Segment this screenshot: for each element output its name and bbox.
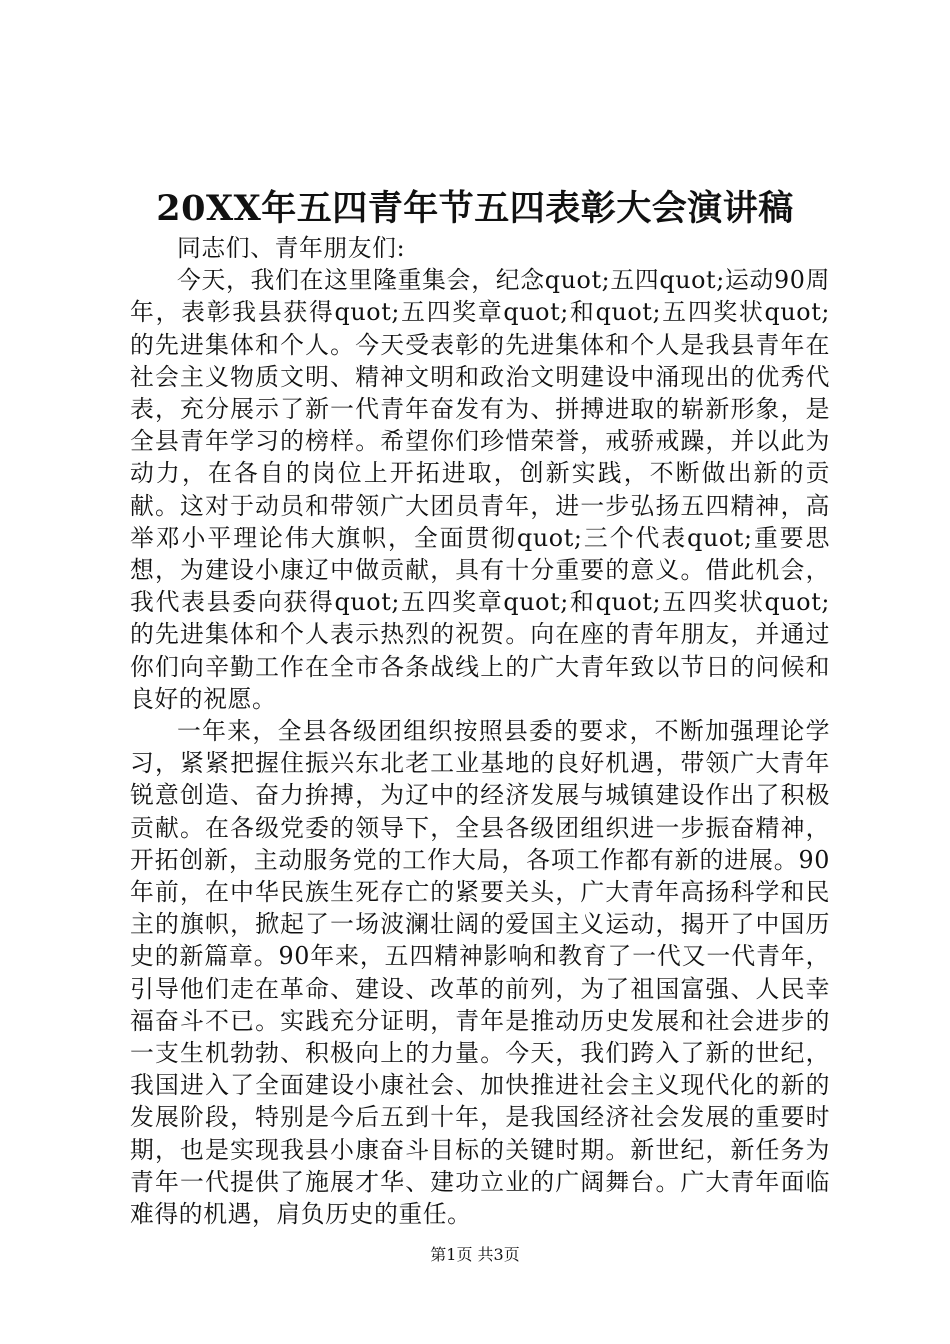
paragraph-2: 一年来，全县各级团组织按照县委的要求，不断加强理论学习，紧紧把握住振兴东北老工业基地的良好机遇，带领广大青年锐意创造、奋力拚搏，为辽中的经济发展与城镇建设作出了积极贡献。在各级党委的领导下，全县各级团组织进一步振奋精神，开拓创新，主动服务党的工作大局，各项工作都有新的进展。90年前，在中华民族生死存亡的紧要关头，广大青年高扬科学和民主的旗帜，掀起了一场波澜壮阔的爱国主义运动，揭开了中国历史的新篇章。90年来，五四精神影响和教育了一代又一代青年，引导他们走在革命、建设、改革的前列，为了祖国富强、人民幸福奋斗不已。实践充分证明，青年是推动历史发展和社会进步的一支生机勃勃、积极向上的力量。今天，我们跨入了新的世纪，我国进入了全面建设小康社会、加快推进社会主义现代化的新的发展阶段，特别是今后五到十年，是我国经济社会发展的重要时期，也是实现我县小康奋斗目标的关键时期。新世纪，新任务为青年一代提供了施展才华、建功立业的广阔舞台。广大青年面临难得的机遇，肩负历史的重任。 (130, 717, 830, 1229)
document-body (130, 232, 830, 1230)
document-title: 20XX年五四青年节五四表彰大会演讲稿 (156, 188, 794, 229)
greeting-line: 同志们、青年朋友们: (177, 234, 406, 262)
page-footer: 第1页 共3页 (430, 1245, 520, 1264)
paragraph-1: 今天，我们在这里隆重集会，纪念quot;五四quot;运动90周年，表彰我县获得quot;五四奖章quot;和quot;五四奖状quot;的先进集体和个人。今天受表彰的先进集体和个人是我县青年在社会主义物质文明、精神文明和政治文明建设中涌现出的优秀代表，充分展示了新一代青年奋发有为、拼搏进取的崭新形象，是全县青年学习的榜样。希望你们珍惜荣誉，戒骄戒躁，并以此为动力，在各自的岗位上开拓进取，创新实践，不断做出新的贡献。这对于动员和带领广大团员青年，进一步弘扬五四精神，高举邓小平理论伟大旗帜，全面贯彻quot;三个代表quot;重要思想，为建设小康辽中做贡献，具有十分重要的意义。借此机会，我代表县委向获得quot;五四奖章quot;和quot;五四奖状quot;的先进集体和个人表示热烈的祝贺。向在座的青年朋友，并通过你们向辛勤工作在全市各条战线上的广大青年致以节日的问候和良好的祝愿。 (130, 266, 830, 713)
